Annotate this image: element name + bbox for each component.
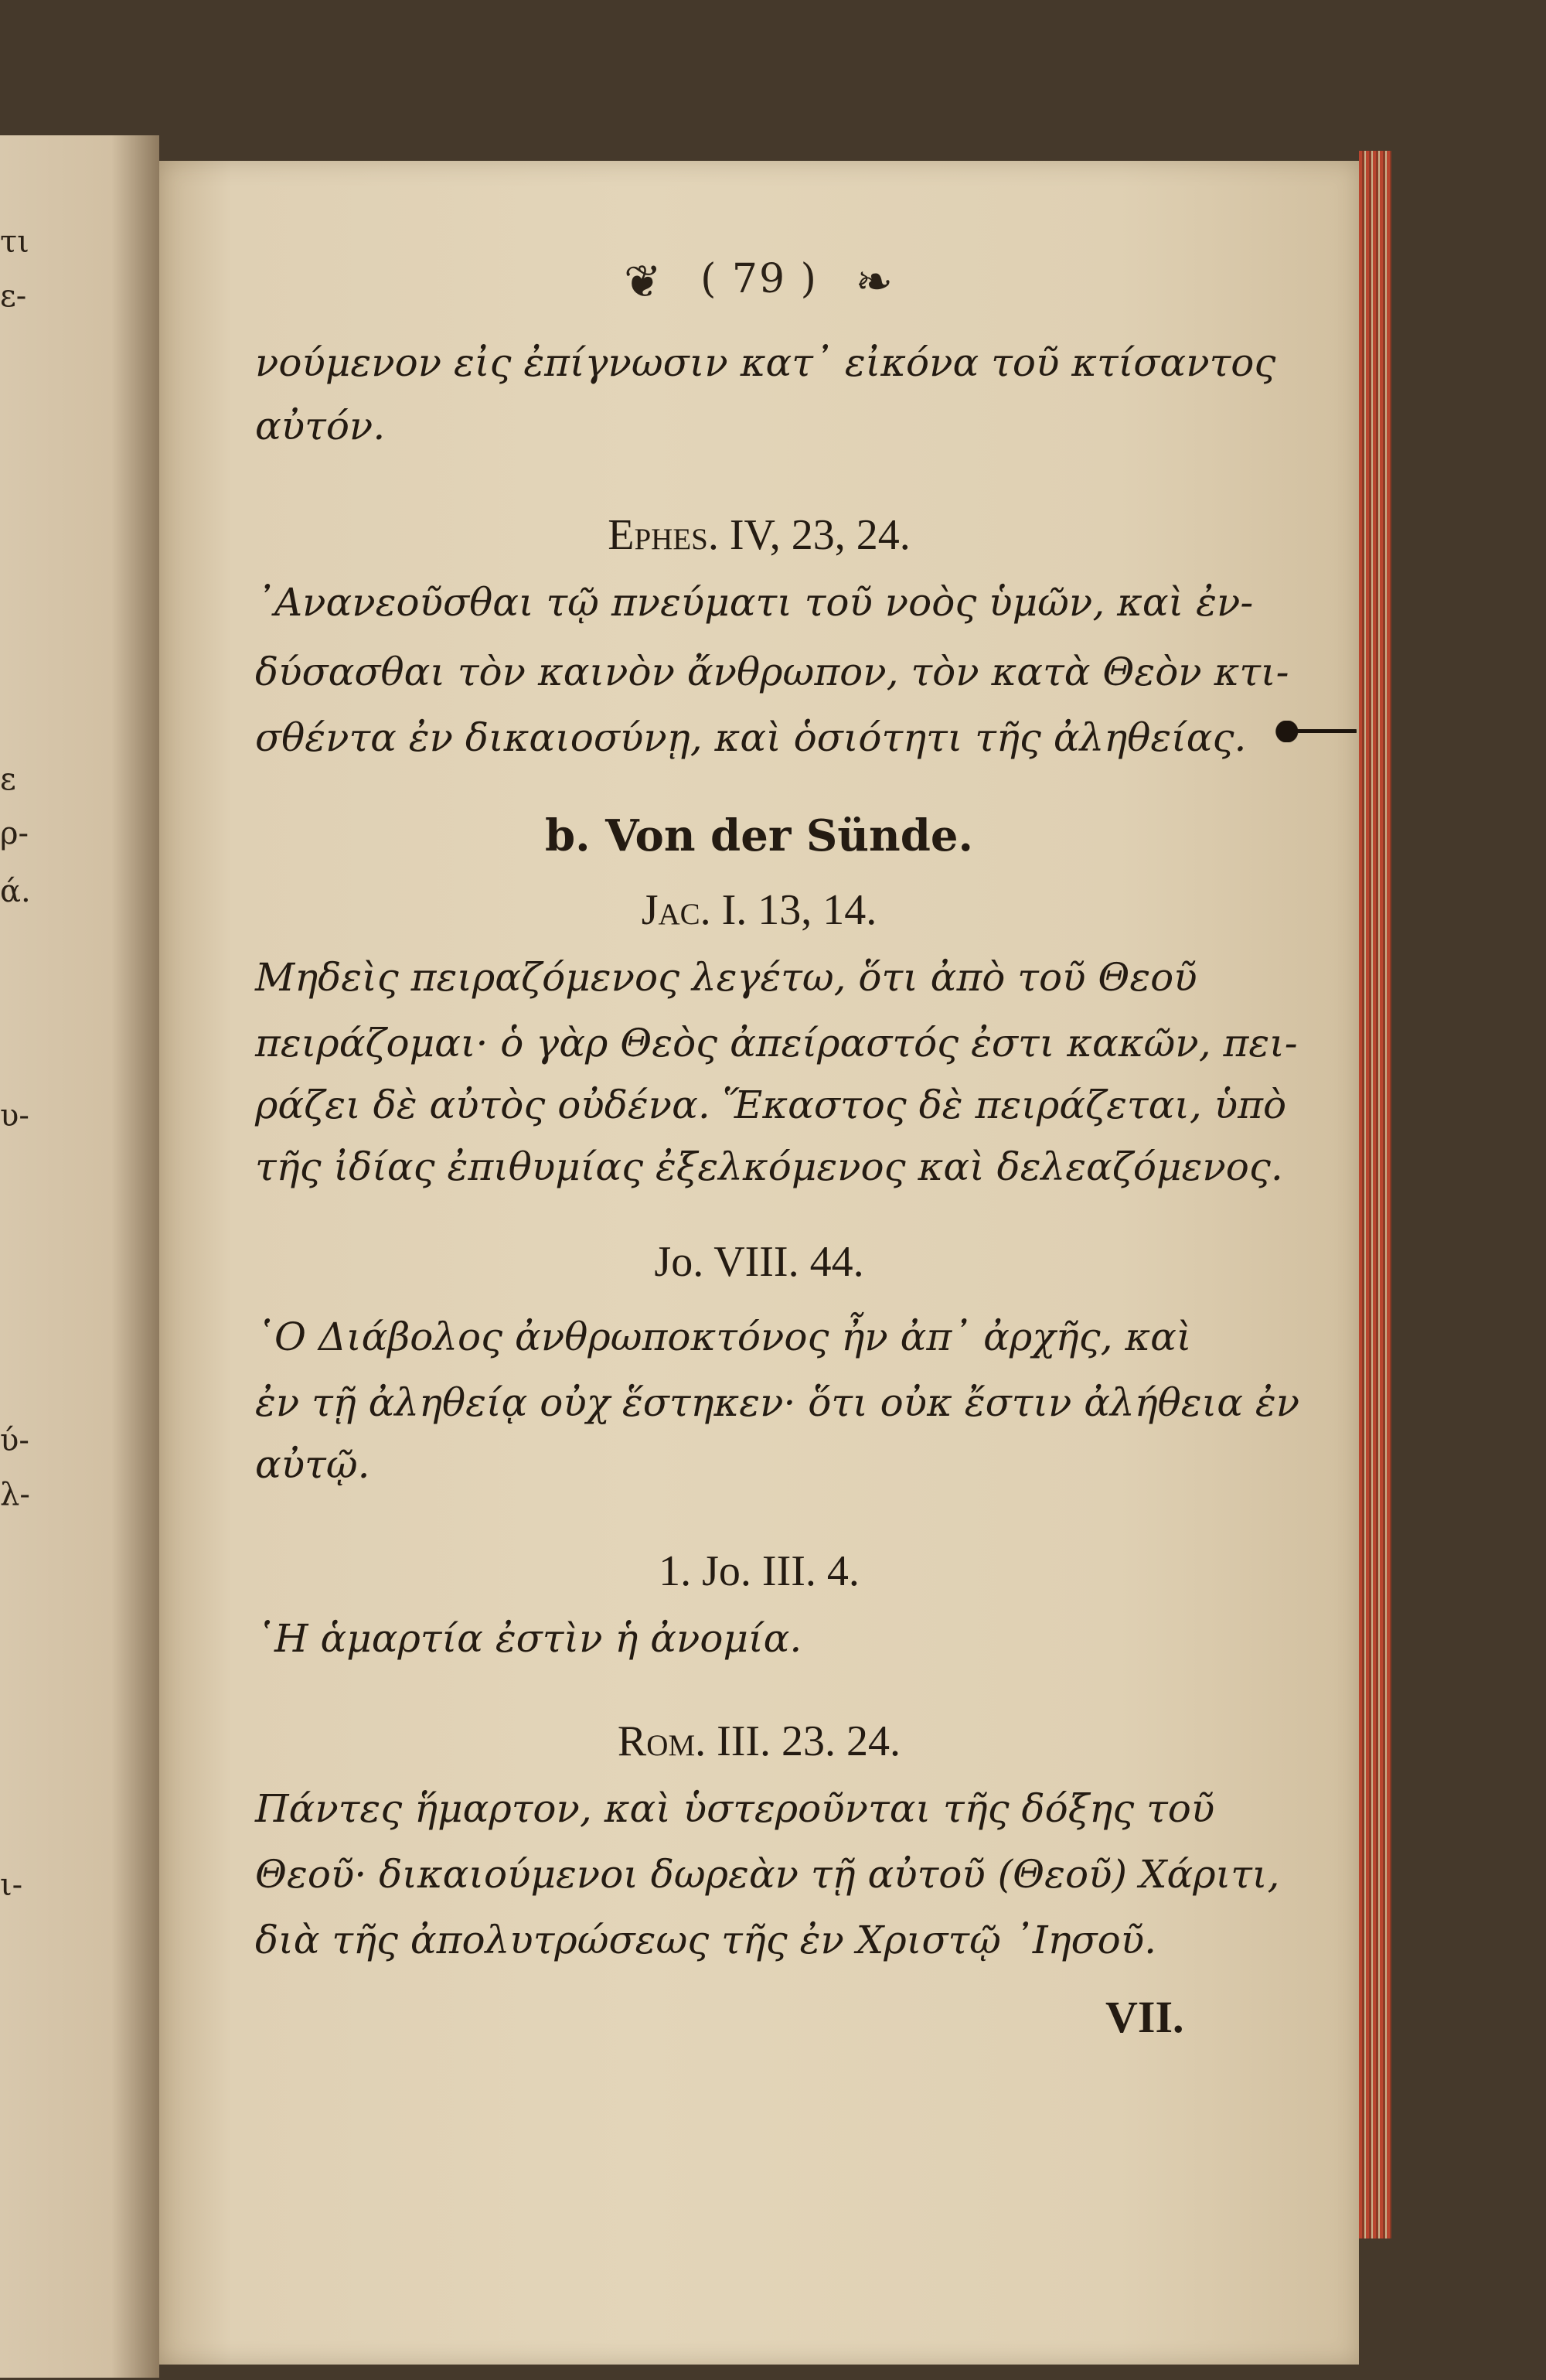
left-page-fragment: ύ-	[0, 1423, 29, 1458]
text-line: διὰ τῆς ἀπολυτρώσεως τῆς ἐν Χριστῷ ᾽Ιησοῦ.	[255, 1918, 1157, 1962]
text-line: νούμενον εἰς ἐπίγνωσιν κατ᾽ εἰκόνα τοῦ κτίσαντος	[255, 340, 1276, 385]
text-line: αὐτῷ.	[255, 1442, 370, 1487]
left-page-edge	[0, 135, 159, 2378]
ornament-left-icon: ❦	[623, 255, 663, 308]
text-line: ᾽Ανανεοῦσθαι τῷ πνεύματι τοῦ νοὸς ὑμῶν, καὶ ἐν-	[255, 580, 1254, 625]
text-line: Μηδεὶς πειραζόμενος λεγέτω, ὅτι ἀπὸ τοῦ Θεοῦ	[255, 955, 1197, 1000]
left-page-fragment: τι	[0, 224, 29, 260]
text-line: ῾Ο Διάβολος ἀνθρωποκτόνος ἦν ἀπ᾽ ἀρχῆς, καὶ	[255, 1314, 1192, 1359]
verse-reference: Jo. VIII. 44.	[654, 1238, 864, 1286]
verse-reference: Jac. I. 13, 14.	[641, 886, 877, 934]
left-page-fragment: ά.	[0, 874, 31, 909]
page-number: ( 79 )	[700, 255, 818, 302]
text-line: Πάντες ἥμαρτον, καὶ ὑστεροῦνται τῆς δόξης τοῦ	[255, 1786, 1215, 1831]
text-line: σθέντα ἐν δικαιοσύνῃ, καὶ ὁσιότητι τῆς ἀληθείας.	[255, 715, 1247, 760]
ornament-right-icon: ❧	[855, 255, 895, 308]
left-page-fragment: υ-	[0, 1098, 29, 1134]
verse-reference: 1. Jo. III. 4.	[659, 1547, 860, 1595]
text-line: ἐν τῇ ἀληθείᾳ οὐχ ἕστηκεν· ὅτι οὐκ ἔστιν ἀλήθεια ἐν	[255, 1380, 1300, 1425]
catchword: VII.	[1105, 1992, 1184, 2042]
section-heading: b. Von der Sünde.	[545, 810, 973, 861]
verse-reference: Rom. III. 23. 24.	[617, 1717, 901, 1765]
text-line: δύσασθαι τὸν καινὸν ἄνθρωπον, τὸν κατὰ Θεὸν κτι-	[255, 650, 1289, 694]
text-line: ράζει δὲ αὐτὸς οὐδένα. Ἕκαστος δὲ πειράζεται, ὑπὸ	[255, 1083, 1287, 1127]
pointer-mark-icon	[1272, 721, 1357, 742]
text-line: Θεοῦ· δικαιούμενοι δωρεὰν τῇ αὐτοῦ (Θεοῦ) Χάριτι,	[255, 1852, 1280, 1897]
left-page-fragment: ε-	[0, 278, 27, 314]
text-line: ῾Η ἁμαρτία ἐστὶν ἡ ἀνομία.	[255, 1616, 802, 1661]
left-page-fragment: ι-	[0, 1867, 23, 1903]
page-header	[159, 255, 1359, 308]
text-line: τῆς ἰδίας ἐπιθυμίας ἐξελκόμενος καὶ δελεαζόμενος.	[255, 1144, 1283, 1189]
left-page-fragment: ρ-	[0, 816, 29, 851]
text-line: αὐτόν.	[255, 404, 386, 448]
page-block-edge	[1359, 151, 1391, 2238]
text-line: πειράζομαι· ὁ γὰρ Θεὸς ἀπείραστός ἐστι κακῶν, πει-	[255, 1021, 1298, 1066]
left-page-fragment: λ-	[0, 1477, 30, 1512]
verse-reference: Ephes. IV, 23, 24.	[608, 511, 911, 559]
left-page-fragment: ε	[0, 762, 16, 797]
